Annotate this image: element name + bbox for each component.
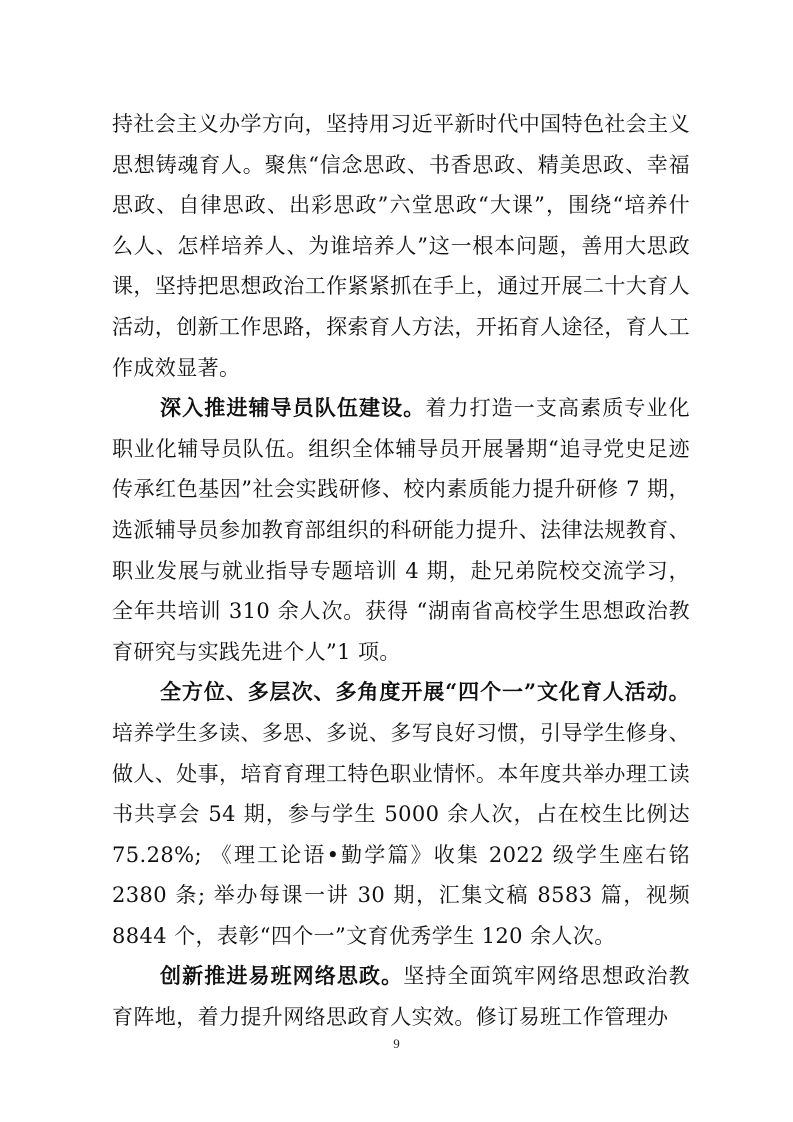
paragraph-text: 坚持全面筑牢网络思想政治教育阵地，着力提升网络思政育人实效。修订易班工作管理办 [112,964,691,1030]
paragraph-text: 培养学生多读、多思、多说、多写良好习惯，引导学生修身、做人、处事，培育育理工特色职业情怀。本年度共举办理工读书共享会 54 期，参与学生 5000 余人次，占在校生比例达75.28%; 《理工论语•勤学篇》收集 2022 级学生座右铭 2380 条; 举办每课一讲 30 期，汇集文稿 8583 篇，视频 8844 个，表彰“四个一”文育优秀学生 120 余人次。 [112,720,690,948]
paragraph-counselor-team [112,388,690,672]
document-body [112,104,690,1038]
paragraph-culture-activities [112,672,690,956]
paragraph-text: 持社会主义办学方向，坚持用习近平新时代中国特色社会主义思想铸魂育人。聚焦“信念思政、书香思政、精美思政、幸福思政、自律思政、出彩思政”六堂思政“大课”，围绕“培养什么人、怎样培养人、为谁培养人”这一根本问题，善用大思政课，坚持把思想政治工作紧紧抓在手上，通过开展二十大育人活动，创新工作思路，探索育人方法，开拓育人途径，育人工作成效显著。 [112,112,690,380]
paragraph-heading: 深入推进辅导员队伍建设。 [160,395,426,421]
paragraph-online-ideology [112,956,690,1037]
paragraph-heading: 全方位、多层次、多角度开展“四个一”文化育人活动。 [160,679,690,705]
paragraph-heading: 创新推进易班网络思政。 [160,963,404,989]
paragraph-text: 着力打造一支高素质专业化职业化辅导员队伍。组织全体辅导员开展暑期“追寻党史足迹 传承红色基因”社会实践研修、校内素质能力提升研修 7 期，选派辅导员参加教育部组织的科研能力提升、法律法规教育、职业发展与就业指导专题培训 4 期，赴兄弟院校交流学习，全年共培训 310 余人次。获得 “湖南省高校学生思想政治教育研究与实践先进个人”1 项。 [112,396,690,664]
paragraph-continuation [112,104,690,388]
page-number: 9 [393,1036,400,1051]
